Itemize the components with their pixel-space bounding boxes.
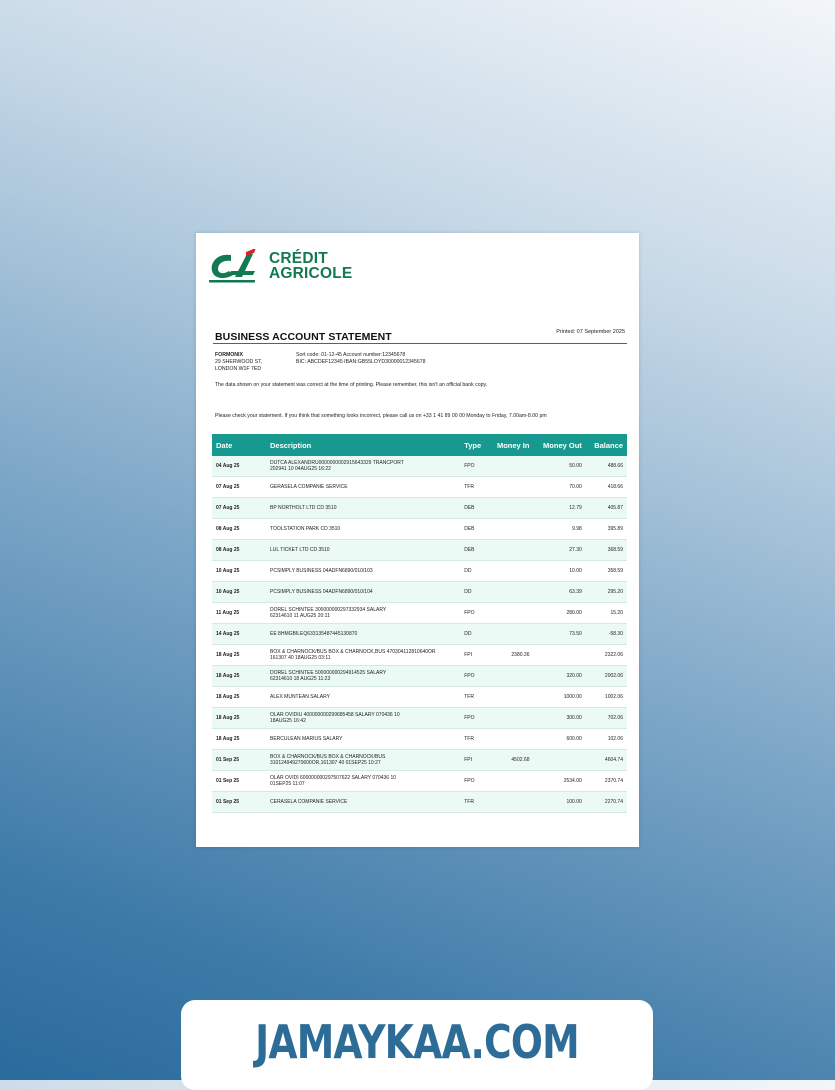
- description-line-1: DUTCA ALEXANDRU0000000002915643329 TRANCPORT: [270, 459, 404, 466]
- cell-description: [266, 750, 460, 771]
- description-line-2: 01SEP25 11:07: [270, 781, 305, 787]
- cell-description: [266, 624, 460, 645]
- cell-balance: 488.66: [586, 456, 627, 477]
- title-divider: [213, 343, 627, 344]
- cell-description: [266, 561, 460, 582]
- cell-type: TFR: [460, 729, 488, 750]
- footer-banner: [181, 1000, 653, 1090]
- table-row: [212, 645, 627, 666]
- cell-type: DD: [460, 582, 488, 603]
- cell-money-in: [488, 519, 533, 540]
- address-line-1: 29 SHERWOOD ST,: [215, 359, 263, 365]
- description-line-1: TOOLSTATION PARK CD 3510: [270, 525, 341, 532]
- cell-money-in: [488, 498, 533, 519]
- cell-money-out: 73.50: [533, 624, 585, 645]
- description-line-1: DOREL SCHINTEE 300000000297332934 SALARY: [270, 606, 387, 613]
- cell-money-out: [533, 750, 585, 771]
- cell-type: TFR: [460, 477, 488, 498]
- cell-date: 18 Aug 25: [212, 708, 266, 729]
- cell-type: TFR: [460, 792, 488, 813]
- logo-wordmark: [269, 251, 352, 281]
- table-row: [212, 708, 627, 729]
- cell-date: 18 Aug 25: [212, 729, 266, 750]
- cell-type: FPO: [460, 666, 488, 687]
- header-type: Type: [460, 434, 488, 456]
- table-row: [212, 561, 627, 582]
- cell-money-out: 100.00: [533, 792, 585, 813]
- table-row: [212, 519, 627, 540]
- cell-money-out: 63.39: [533, 582, 585, 603]
- cell-money-in: [488, 540, 533, 561]
- description-line-1: EE 8HMGBILEQ633135487445130870: [270, 630, 358, 637]
- cell-money-out: [533, 645, 585, 666]
- cell-date: 04 Aug 25: [212, 456, 266, 477]
- description-line-1: OLAR OVIDIU 400000000299685458 SALARY 070436 10: [270, 711, 400, 718]
- cell-type: DEB: [460, 519, 488, 540]
- account-line-1: Sort code: 01-12-45 Account number:12345678: [296, 352, 406, 358]
- cell-money-in: 2380.36: [488, 645, 533, 666]
- cell-type: FPO: [460, 603, 488, 624]
- cell-type: FPO: [460, 456, 488, 477]
- description-line-2: 202941 10 04AUG25 16:22: [270, 466, 331, 472]
- description-line-1: BOX & CHARNOCK/BUS BOX & CHARNOCK,BUS 470304112810640OR: [270, 648, 436, 655]
- description-line-1: GERASELA COMPANIE SERVICE: [270, 483, 348, 490]
- company-name: FORMONIX: [215, 352, 243, 358]
- description-line-1: LUL TICKET LTD CD 3510: [270, 546, 330, 553]
- cell-type: FPO: [460, 708, 488, 729]
- cell-balance: 4604.74: [586, 750, 627, 771]
- cell-description: [266, 477, 460, 498]
- cell-balance: 395.89: [586, 519, 627, 540]
- cell-description: [266, 498, 460, 519]
- header-date: Date: [212, 434, 266, 456]
- cell-description: [266, 582, 460, 603]
- cell-date: 18 Aug 25: [212, 666, 266, 687]
- cell-money-out: 27.30: [533, 540, 585, 561]
- description-line-1: CERASELA COMPANIE SERVICE: [270, 798, 348, 805]
- cell-money-in: [488, 729, 533, 750]
- description-line-2: 310124949270600OR,161307 40 01SEP25 10:27: [270, 760, 381, 766]
- description-line-2: 18AUG25 16:42: [270, 718, 306, 724]
- cell-type: FPO: [460, 771, 488, 792]
- account-details: [296, 352, 425, 366]
- cell-money-in: [488, 687, 533, 708]
- cell-money-in: [488, 666, 533, 687]
- cell-money-in: 4502.68: [488, 750, 533, 771]
- cell-date: 14 Aug 25: [212, 624, 266, 645]
- cell-money-in: [488, 456, 533, 477]
- header-money-out: Money Out: [533, 434, 585, 456]
- contact-note: Please check your statement. If you think that something looks incorrect, please call us on +33 1 41 89 00 00 Monday to Friday, 7.00am-8.00 pm: [215, 413, 547, 419]
- cell-description: [266, 519, 460, 540]
- cell-balance: 2270.74: [586, 792, 627, 813]
- cell-type: FPI: [460, 750, 488, 771]
- cell-money-out: 320.00: [533, 666, 585, 687]
- cell-description: [266, 687, 460, 708]
- cell-date: 07 Aug 25: [212, 477, 266, 498]
- statement-title: BUSINESS ACCOUNT STATEMENT: [215, 331, 392, 343]
- cell-date: 08 Aug 25: [212, 540, 266, 561]
- cell-description: [266, 771, 460, 792]
- account-line-2: BIC: ABCDEF12345 IBAN:GB55LOYD30000012345678: [296, 359, 426, 365]
- cell-type: FPI: [460, 645, 488, 666]
- header-description: Description: [266, 434, 460, 456]
- logo-line2: AGRICOLE: [269, 265, 353, 282]
- cell-money-out: 10.00: [533, 561, 585, 582]
- cell-balance: 2370.74: [586, 771, 627, 792]
- cell-money-out: 300.00: [533, 708, 585, 729]
- cell-balance: 405.87: [586, 498, 627, 519]
- cell-money-in: [488, 582, 533, 603]
- cell-balance: -58.30: [586, 624, 627, 645]
- cell-money-out: 70.00: [533, 477, 585, 498]
- cell-balance: 1002.06: [586, 687, 627, 708]
- credit-agricole-logo: [209, 249, 353, 285]
- cell-balance: 2002.06: [586, 666, 627, 687]
- cell-money-out: 9.98: [533, 519, 585, 540]
- statement-page: [196, 233, 639, 847]
- logo-line1: CRÉDIT: [269, 250, 328, 267]
- table-row: [212, 624, 627, 645]
- cell-description: [266, 456, 460, 477]
- cell-money-in: [488, 708, 533, 729]
- description-line-2: 62314610 18 AUG25 11:23: [270, 676, 331, 682]
- cell-money-out: 12.79: [533, 498, 585, 519]
- cell-balance: 358.59: [586, 561, 627, 582]
- cell-type: DEB: [460, 540, 488, 561]
- cell-date: 18 Aug 25: [212, 645, 266, 666]
- description-line-1: DOREL SCHINTEE 500000000294914525 SALARY: [270, 669, 387, 676]
- cell-type: DD: [460, 624, 488, 645]
- cell-date: 07 Aug 25: [212, 498, 266, 519]
- cell-date: 01 Sep 25: [212, 771, 266, 792]
- description-line-1: BOX & CHARNOCK/BUS BOX & CHARNOCK/BUS: [270, 753, 386, 760]
- header-money-in: Money In: [488, 434, 533, 456]
- cell-balance: 702.06: [586, 708, 627, 729]
- address-line-2: LONDON W1F 7ED: [215, 366, 262, 372]
- table-header-row: [212, 434, 627, 456]
- cell-type: DD: [460, 561, 488, 582]
- cell-money-out: 600.00: [533, 729, 585, 750]
- cell-description: [266, 708, 460, 729]
- cell-money-in: [488, 477, 533, 498]
- footer-site-name: JAMAYKAA.COM: [255, 1015, 579, 1069]
- cell-balance: 418.66: [586, 477, 627, 498]
- cell-money-out: 1000.00: [533, 687, 585, 708]
- cell-money-in: [488, 603, 533, 624]
- logo-mark-icon: [209, 249, 261, 285]
- description-line-1: OLAR OVIDI 600000000297507622 SALARY 070436 10: [270, 774, 397, 781]
- cell-description: [266, 603, 460, 624]
- table-row: [212, 771, 627, 792]
- cell-money-out: 50.00: [533, 456, 585, 477]
- cell-money-out: 2534.00: [533, 771, 585, 792]
- table-row: [212, 729, 627, 750]
- cell-balance: 295.20: [586, 582, 627, 603]
- table-row: [212, 498, 627, 519]
- description-line-1: PCSIMPLY BUSINESS 04ADFN6890/010/103: [270, 567, 373, 574]
- cell-date: 01 Sep 25: [212, 750, 266, 771]
- description-line-2: 161307 40 18AUG25 03:11: [270, 655, 331, 661]
- cell-balance: 102.06: [586, 729, 627, 750]
- printed-date: Printed: 07 September 2025: [556, 329, 625, 335]
- cell-money-in: [488, 624, 533, 645]
- table-row: [212, 687, 627, 708]
- description-line-1: BERCULEAN MARIUS SALARY: [270, 735, 343, 742]
- description-line-1: ALEX MUNTEAN SALARY: [270, 693, 330, 700]
- table-row: [212, 792, 627, 813]
- table-row: [212, 603, 627, 624]
- transactions-table: [212, 434, 627, 813]
- cell-money-in: [488, 792, 533, 813]
- cell-money-in: [488, 771, 533, 792]
- header-balance: Balance: [586, 434, 627, 456]
- cell-type: TFR: [460, 687, 488, 708]
- cell-money-in: [488, 561, 533, 582]
- cell-description: [266, 666, 460, 687]
- table-row: [212, 750, 627, 771]
- cell-date: 18 Aug 25: [212, 687, 266, 708]
- description-line-2: 62314610 11 AUG25 20:11: [270, 613, 330, 619]
- table-row: [212, 540, 627, 561]
- cell-balance: 368.59: [586, 540, 627, 561]
- customer-address: [215, 352, 262, 373]
- cell-description: [266, 792, 460, 813]
- printing-note: The data shown on your statement was correct at the time of printing. Please remember, this isn't an official bank copy.: [215, 382, 488, 388]
- description-line-1: PCSIMPLY BUSINESS 04ADFN6890/010/104: [270, 588, 373, 595]
- description-line-1: BP NORTHOLT LTD CD 3510: [270, 504, 337, 511]
- transactions-body: [212, 456, 627, 813]
- table-row: [212, 666, 627, 687]
- table-row: [212, 582, 627, 603]
- cell-date: 10 Aug 25: [212, 561, 266, 582]
- cell-money-out: 280.00: [533, 603, 585, 624]
- cell-description: [266, 645, 460, 666]
- cell-date: 10 Aug 25: [212, 582, 266, 603]
- cell-date: 11 Aug 25: [212, 603, 266, 624]
- cell-description: [266, 729, 460, 750]
- cell-date: 08 Aug 25: [212, 519, 266, 540]
- table-row: [212, 456, 627, 477]
- cell-balance: 2322.06: [586, 645, 627, 666]
- cell-description: [266, 540, 460, 561]
- cell-balance: 15.20: [586, 603, 627, 624]
- cell-type: DEB: [460, 498, 488, 519]
- cell-date: 01 Sep 25: [212, 792, 266, 813]
- table-row: [212, 477, 627, 498]
